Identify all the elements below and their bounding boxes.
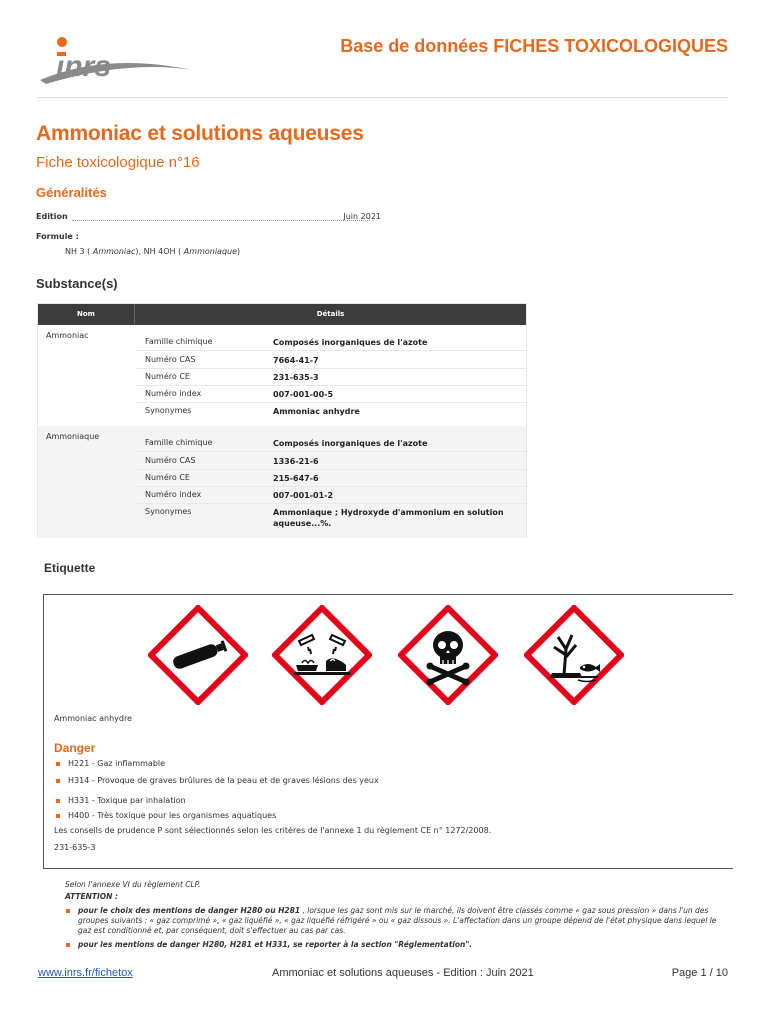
- formule-2-name: Ammoniaque: [183, 247, 238, 256]
- formule-2: NH 4OH: [143, 247, 176, 256]
- precaution-note: Les conseils de prudence P sont sélectionnés selon les critères de l'annexe 1 du règlement CE n° 1272/2008.: [54, 826, 492, 835]
- table-row: [136, 452, 526, 470]
- substances-table: [37, 303, 527, 538]
- formule-1: NH 3: [65, 247, 85, 256]
- substance-name: Ammoniac: [46, 331, 89, 340]
- detail-value: 7664-41-7: [273, 356, 319, 365]
- section-heading-generalites: Généralités: [36, 185, 107, 200]
- page-subtitle: Fiche toxicologique n°16: [36, 154, 200, 171]
- substance-block-ammoniac: [38, 325, 526, 426]
- hazard-text: H314 - Provoque de graves brûlures de la peau et de graves lésions des yeux: [68, 776, 379, 785]
- inrs-logo: [36, 34, 196, 90]
- formule-value: NH 3 ( Ammoniac), NH 4OH ( Ammoniaque): [65, 247, 241, 256]
- attention-text: [78, 940, 731, 950]
- table-row: [136, 503, 526, 533]
- section-heading-substances: Substance(s): [36, 276, 118, 291]
- detail-value: 1336-21-6: [273, 457, 319, 466]
- detail-key: Synonymes: [145, 507, 192, 516]
- detail-key: Numéro index: [145, 490, 202, 499]
- attention-item: [66, 906, 731, 938]
- detail-value: 231-635-3: [273, 373, 319, 382]
- detail-value: 007-001-01-2: [273, 491, 334, 500]
- environment-icon: [524, 605, 624, 705]
- detail-key: Synonymes: [145, 406, 192, 415]
- column-header-nom: Nom: [38, 304, 135, 325]
- signal-word: Danger: [54, 741, 96, 755]
- table-row: [136, 469, 526, 487]
- detail-value: Composés inorganiques de l'azote: [273, 439, 428, 448]
- hazard-label-box: [43, 594, 733, 869]
- detail-key: Numéro CE: [145, 473, 190, 482]
- label-substance: Ammoniac anhydre: [54, 714, 132, 723]
- detail-value: Composés inorganiques de l'azote: [273, 338, 428, 347]
- edition-leader-dots: [72, 220, 370, 221]
- formule-1-name: Ammoniac: [92, 247, 136, 256]
- table-row: [136, 368, 526, 386]
- table-row: [136, 385, 526, 403]
- corrosion-icon: [272, 605, 372, 705]
- detail-value: 215-647-6: [273, 474, 319, 483]
- header-divider: [38, 97, 728, 98]
- attention-heading: ATTENTION :: [65, 892, 119, 901]
- column-header-details: Détails: [316, 310, 345, 318]
- footer-document-info: Ammoniac et solutions aqueuses - Edition : Juin 2021: [272, 967, 534, 979]
- table-row: [136, 402, 526, 420]
- bullet-icon: [66, 943, 70, 947]
- footer-page-number: Page 1 / 10: [671, 967, 728, 979]
- detail-key: Numéro CAS: [145, 456, 196, 465]
- hazard-text: H400 - Très toxique pour les organismes aquatiques: [68, 811, 277, 820]
- attention-rest: , lorsque les gaz sont mis sur le marché, ils doivent être classés comme « gaz sous pression » dans l'un des groupes suivants : « gaz comprimé », « gaz liquéfié », « gaz liquéfié réfrigéré » ou « gaz dissous ». L'affectation dans un groupe dépend de l'état physique dans lequel le gaz est conditionné et, par conséquent, doit s'effectuer au cas par cas.: [78, 906, 717, 935]
- section-heading-etiquette: Etiquette: [44, 561, 96, 575]
- attention-text: [78, 906, 731, 936]
- bullet-icon: [56, 779, 60, 783]
- hazard-statement: [56, 796, 186, 805]
- label-ce-number: 231-635-3: [54, 843, 96, 852]
- substance-block-ammoniaque: [38, 426, 526, 538]
- bullet-icon: [56, 814, 60, 818]
- detail-key: Numéro CE: [145, 372, 190, 381]
- skull-crossbones-icon: [398, 605, 498, 705]
- attention-item: [66, 940, 731, 952]
- table-row: [136, 351, 526, 369]
- gas-cylinder-icon: [148, 605, 248, 705]
- edition-label: Edition: [36, 212, 68, 221]
- table-row: [136, 434, 526, 452]
- detail-value: 007-001-00-5: [273, 390, 334, 399]
- bullet-icon: [66, 909, 70, 913]
- attention-bold: pour les mentions de danger H280, H281 et H331, se reporter à la section "Réglementation".: [78, 940, 473, 949]
- hazard-text: H331 - Toxique par inhalation: [68, 796, 186, 805]
- bullet-icon: [56, 799, 60, 803]
- detail-key: Famille chimique: [145, 337, 213, 346]
- table-row: [136, 486, 526, 504]
- bullet-icon: [56, 762, 60, 766]
- formule-label: Formule :: [36, 232, 79, 241]
- footer-fichetox-link[interactable]: www.inrs.fr/fichetox: [38, 967, 133, 979]
- table-header: [38, 304, 526, 325]
- hazard-statement: [56, 811, 276, 820]
- table-row: [136, 333, 526, 351]
- detail-key: Numéro index: [145, 389, 202, 398]
- substance-name: Ammoniaque: [46, 432, 100, 441]
- svg-text:ınrs: ınrs: [56, 50, 112, 83]
- hazard-statement: [56, 776, 379, 785]
- hazard-statement: [56, 759, 165, 768]
- detail-key: Famille chimique: [145, 438, 213, 447]
- detail-value: Ammoniac anhydre: [273, 407, 360, 416]
- attention-bold: pour le choix des mentions de danger H280 ou H281: [78, 906, 301, 915]
- edition-row: [36, 212, 381, 224]
- page-title: Ammoniac et solutions aqueuses: [36, 122, 364, 145]
- clp-source-note: Selon l'annexe VI du règlement CLP.: [65, 880, 201, 889]
- detail-key: Numéro CAS: [145, 355, 196, 364]
- detail-value: Ammoniaque ; Hydroxyde d'ammonium en solution aqueuse...%.: [273, 508, 504, 528]
- ghs-pictograms: [148, 605, 638, 705]
- header-title: Base de données FICHES TOXICOLOGIQUES: [340, 36, 728, 56]
- edition-value: Juin 2021: [343, 212, 381, 221]
- hazard-text: H221 - Gaz inflammable: [68, 759, 166, 768]
